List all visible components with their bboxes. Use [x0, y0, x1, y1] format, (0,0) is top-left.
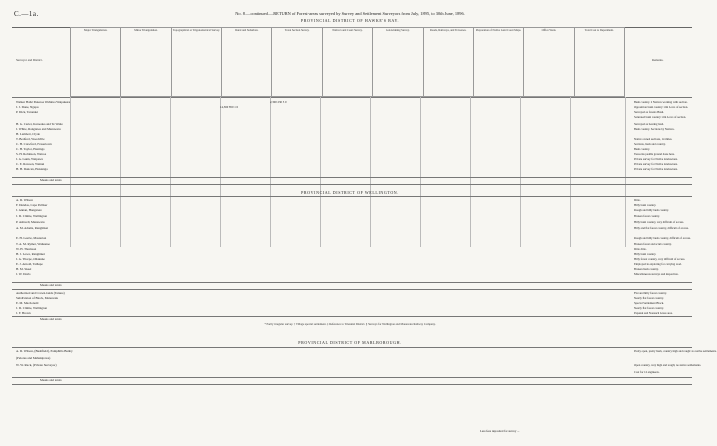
table-row: E. J. Arnold, Taihape Employed in exploring for carrying road. [16, 262, 682, 266]
header-rural-suburban: Rural and Suburban. [222, 28, 272, 97]
totals-row: Means and totals [40, 378, 62, 382]
section-top-rule [12, 347, 692, 348]
header-native-land-court: Native Land Court Survey. [322, 28, 372, 97]
section-heading-wellington: PROVINCIAL DISTRICT OF WELLINGTON. [301, 190, 399, 195]
table-row: J. Annan, Hangatere Rough and hilly bush country. [16, 208, 669, 212]
table-row: J. A. Thorpe, Ohakune Hilly forest country, very difficult of access. [16, 257, 686, 261]
table-row: J. A. Gunn, Waipawa Private survey for Native landowners. [16, 157, 678, 161]
section-top-rule [12, 196, 692, 197]
table-row: T. A. M. Rymer, Waikanae Broken forest and scrub country. [16, 242, 672, 246]
table-row: A. D. Wilson Ditto. [16, 198, 641, 202]
table-row: J. D. Climie, Wellington Broken forest country. [16, 214, 660, 218]
table-row: W. W. Ruck, (Private Surveyor) Open country, very high and rough; no native settlements. [16, 363, 702, 367]
table-row: J. J. Dane, Ngapu 14,360 850 1 6 Opposition bush country: rim Lows of section. [16, 105, 689, 109]
table-row: (Pelorus and Mahakipawa) [16, 356, 51, 360]
table-row: J. F. Brown Papanui and Nonsuch Grass area. [16, 311, 673, 315]
table-row: C. E. Rawson, Wainui Private survey for Native landowners. [16, 162, 678, 166]
header-total-cost: Total Cost to Department. [574, 28, 624, 97]
table-row: P. Dick, Taranaki Surveyed as forests Bush. [16, 110, 664, 114]
header-town-section: Town Section Survey. [272, 28, 322, 97]
table-row: Walker Hallé Pukeroa Wahirua Waipukura 2,300 230 5 0 Bush country. 2 Natives working with section. [16, 100, 688, 104]
table-row: J. White, Rangiatea and Manawatu Bush country. Sections by Natives. [16, 127, 675, 131]
header-topographical: Topographical or Trigonometrical Survey. [171, 28, 221, 97]
fees-deposited-line: Less fees deposited for survey ... [480, 429, 520, 433]
header-bottom-rule [12, 97, 692, 98]
table-row: J. D. Climie, Wellington Nearly flat forest country. [16, 306, 664, 310]
header-roads-railways: Roads, Railways, and Traverses. [423, 28, 473, 97]
section-heading-marlborough: PROVINCIAL DISTRICT OF MARLBOROUGH. [298, 340, 402, 345]
header-maps-preparation: Preparation of Native Land Court Maps. [473, 28, 523, 97]
table-row: S. H. Robinson, Wairoa Tussocks paddle ground done here. [16, 152, 675, 156]
header-gold-mining: Gold-mining Survey. [373, 28, 423, 97]
table-row: Saturated bush country: rim Lows of section. [634, 115, 687, 119]
section-bottom-rule [12, 384, 692, 385]
table-row: F. Dundas, Cape Palliser Hilly bush country. [16, 203, 657, 207]
header-minor-triangulation: Minor Triangulation. [121, 28, 171, 97]
totals-row: Means and totals [40, 283, 62, 287]
header-office-work: Office Work. [524, 28, 574, 97]
table-row: E. H. Gorrie, Masterton Rough and hilly bush country, difficult of access. [16, 236, 691, 240]
table-row: H. Lambert, Clyde [16, 132, 40, 136]
table-row: C. H. Taylor, Hastings Bush country. [16, 147, 651, 151]
table-row: H. J. Lowe, Rangitikei Hilly bush country. [16, 252, 657, 256]
table-row: C. H. Crawford, Frasertown Sections, bush and country. [16, 142, 666, 146]
column-header-remarks: Remarks. [652, 58, 664, 62]
table-row: Authorized and Crown-lands (Tenure) Flat and hilly forest country. [16, 291, 667, 295]
table-row: T. Bedford, Woodville Native owned sections, 14 miles. [16, 137, 673, 141]
table-row: H. H. Duncan, Hokianga Private survey for Native landowners. [16, 167, 678, 171]
column-group-header [70, 27, 625, 97]
column-header-surveyor: Surveyor and District. [16, 58, 43, 62]
table-row: E. M. Macdonald Special Settlement Block. [16, 301, 664, 305]
totals-row: Means and totals [40, 178, 62, 182]
table-row: Cost for 12 engineers. [634, 370, 660, 374]
section-bottom-rule [12, 184, 692, 185]
table-row: H. M. Skeet Broken bush country. [16, 267, 659, 271]
footnotes: * Partly irregular survey. † Village special settlement. ‡ Reference to Triennial District. § Surveys for Wellington and Manawatu Railway Company. [264, 322, 436, 326]
table-row: P. Ashwell, Manawatu Hilly bush country, very difficult of access. [16, 220, 685, 224]
table-row: A. M. Adams, Rangitikei Hilly and flat forest country, difficult of access. [16, 226, 689, 230]
table-row: W. H. Thomson Ditto ditto. [16, 247, 647, 251]
table-row: H. G. Carter, Karaoaka and Te Waite Surveyed as bearing land. [16, 122, 664, 126]
totals-row: Means and totals [40, 317, 62, 321]
page-title: No. 8.—continued.—RETURN of Forest-areas surveyed by Survey and Settlement Surveyors from July, 1895, to 30th June, 1896. [235, 11, 465, 16]
table-row: Subdivision of Block, Manawatu Nearly flat forest country. [16, 296, 664, 300]
table-row: A. D. Wilson, (Bushfield), Pamphilla Bunby Pretty open, pretty bush, country high and rough: no native settlements. [16, 349, 717, 353]
page-reference: C.—1a. [14, 10, 39, 18]
section-heading-hawkes-bay: PROVINCIAL DISTRICT OF HAWKE'S BAY. [300, 18, 400, 23]
table-row: J. W. Davis Miscellaneous surveys and inspection. [16, 272, 679, 276]
header-major-triangulation: Major Triangulation. [71, 28, 121, 97]
total-rule [12, 289, 692, 290]
